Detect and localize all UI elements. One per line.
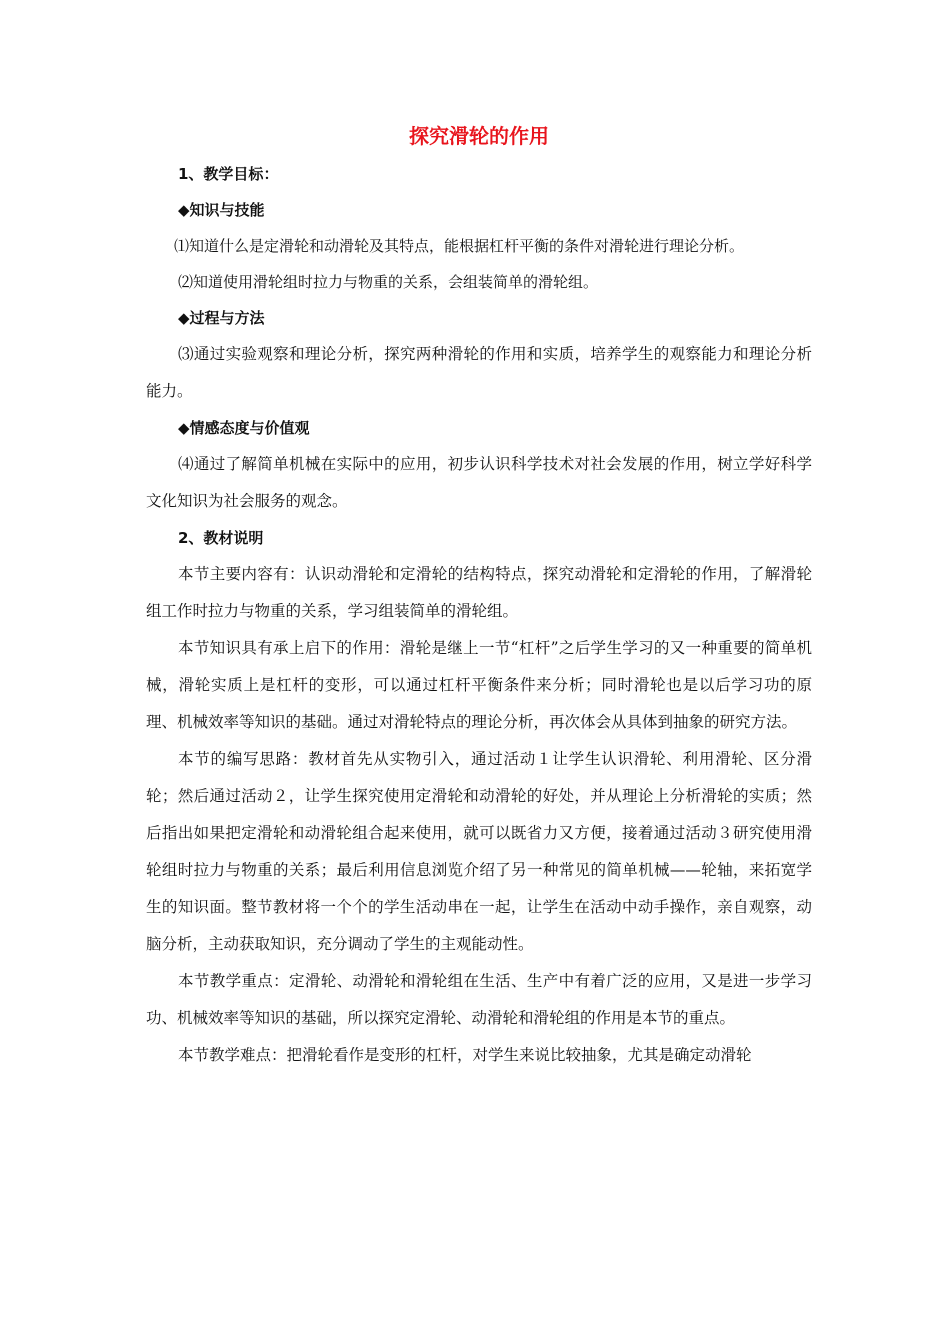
paragraph-material-1: 本节主要内容有：认识动滑轮和定滑轮的结构特点，探究动滑轮和定滑轮的作用，了解滑轮组工作时拉力与物重的关系，学习组装简单的滑轮组。 xyxy=(146,565,812,620)
paragraph-material-4: 本节教学重点：定滑轮、动滑轮和滑轮组在生活、生产中有着广泛的应用，又是进一步学习功、机械效率等知识的基础，所以探究定滑轮、动滑轮和滑轮组的作用是本节的重点。 xyxy=(146,972,812,1027)
paragraph-knowledge-2: ⑵知道使用滑轮组时拉力与物重的关系，会组装简单的滑轮组。 xyxy=(178,273,599,291)
paragraph-emotion-1: ⑷通过了解简单机械在实际中的应用，初步认识科学技术对社会发展的作用，树立学好科学文化知识为社会服务的观念。 xyxy=(146,455,812,510)
subheading-knowledge-skills: ◆知识与技能 xyxy=(178,201,265,219)
paragraph-material-3: 本节的编写思路：教材首先从实物引入，通过活动１让学生认识滑轮、利用滑轮、区分滑轮；然后通过活动２，让学生探究使用定滑轮和动滑轮的好处，并从理论上分析滑轮的实质；然后指出如果把定滑轮和动滑轮组合起来使用，就可以既省力又方便，接着通过活动３研究使用滑轮组时拉力与物重的关系；最后利用信息浏览介绍了另一种常见的简单机械——轮轴，来拓宽学生的知识面。整节教材将一个个的学生活动串在一起，让学生在活动中动手操作，亲自观察，动脑分析，主动获取知识，充分调动了学生的主观能动性。 xyxy=(146,750,812,953)
paragraph-knowledge-1: ⑴知道什么是定滑轮和动滑轮及其特点，能根据杠杆平衡的条件对滑轮进行理论分析。 xyxy=(174,237,745,255)
document-title: 探究滑轮的作用 xyxy=(409,124,549,148)
subheading-emotion-values: ◆情感态度与价值观 xyxy=(178,419,310,437)
section-heading-objectives: 1、教学目标： xyxy=(178,165,279,183)
paragraph-material-2: 本节知识具有承上启下的作用：滑轮是继上一节“杠杆”之后学生学习的又一种重要的简单机械，滑轮实质上是杠杆的变形，可以通过杠杆平衡条件来分析；同时滑轮也是以后学习功的原理、机械效率等知识的基础。通过对滑轮特点的理论分析，再次体会从具体到抽象的研究方法。 xyxy=(146,639,812,731)
document-body xyxy=(146,118,812,1074)
paragraph-material-5: 本节教学难点：把滑轮看作是变形的杠杆，对学生来说比较抽象，尤其是确定动滑轮 xyxy=(178,1046,752,1064)
section-heading-material: 2、教材说明 xyxy=(178,529,264,547)
subheading-process-method: ◆过程与方法 xyxy=(178,309,265,327)
paragraph-process-1: ⑶通过实验观察和理论分析，探究两种滑轮的作用和实质，培养学生的观察能力和理论分析能力。 xyxy=(146,345,812,400)
